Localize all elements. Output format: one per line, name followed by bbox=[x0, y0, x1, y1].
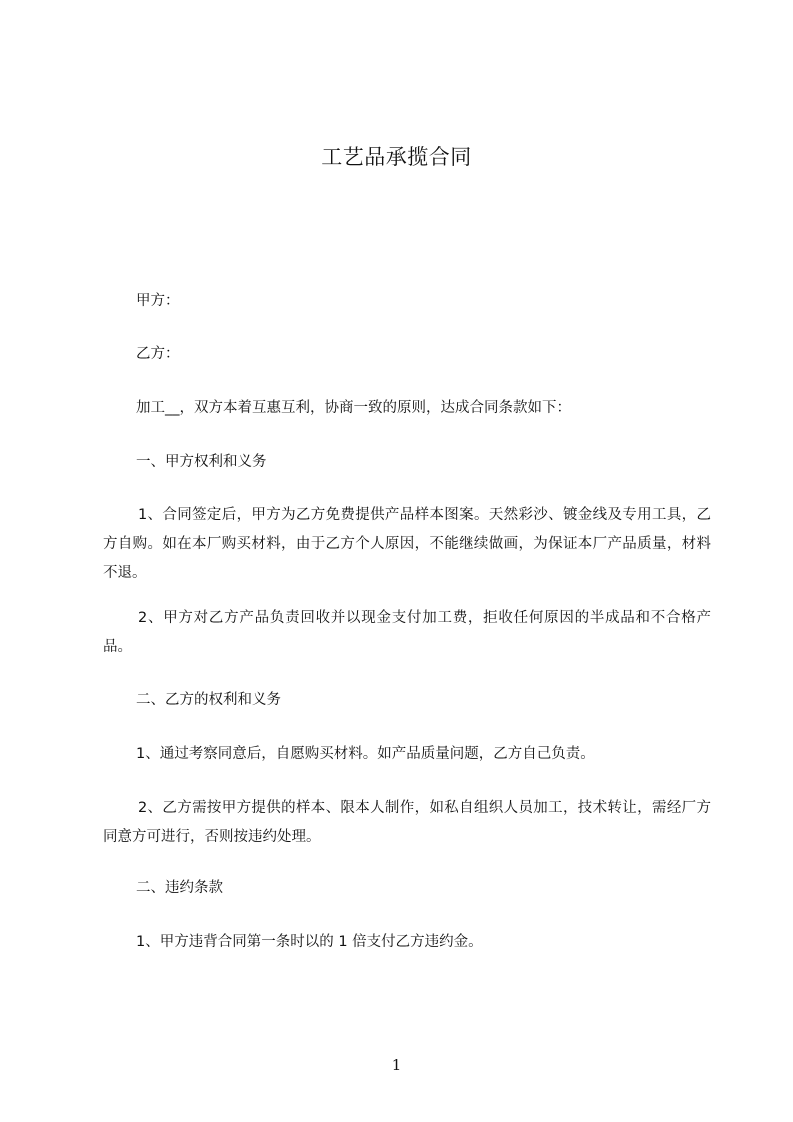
section2-heading: 二、乙方的权利和义务 bbox=[136, 692, 281, 708]
section2-item1: 1、通过考察同意后，自愿购买材料。如产品质量问题，乙方自己负责。 bbox=[136, 746, 595, 762]
party-b-line: 乙方： bbox=[136, 346, 180, 362]
party-a-line: 甲方： bbox=[136, 293, 180, 309]
section1-item2: 2、甲方对乙方产品负责回收并以现金支付加工费，拒收任何原因的半成品和不合格产品。 bbox=[103, 610, 711, 655]
page-number: 1 bbox=[391, 1056, 402, 1074]
section1-item1: 1、合同签定后，甲方为乙方免费提供产品样本图案。天然彩沙、镀金线及专用工具，乙方自购。如在本厂购买材料，由于乙方个人原因，不能继续做画，为保证本厂产品质量，材料不退。 bbox=[103, 507, 711, 581]
section2-item2: 2、乙方需按甲方提供的样本、限本人制作，如私自组织人员加工，技术转让，需经厂方同意方可进行，否则按违约处理。 bbox=[103, 800, 711, 845]
document-title: 工艺品承揽合同 bbox=[321, 145, 472, 169]
section3-heading: 二、违约条款 bbox=[136, 880, 223, 896]
intro-paragraph: 加工__，双方本着互惠互利，协商一致的原则，达成合同条款如下： bbox=[136, 400, 571, 416]
section3-item1: 1、甲方违背合同第一条时以的 1 倍支付乙方违约金。 bbox=[136, 934, 483, 950]
section1-heading: 一、甲方权利和义务 bbox=[136, 454, 267, 470]
